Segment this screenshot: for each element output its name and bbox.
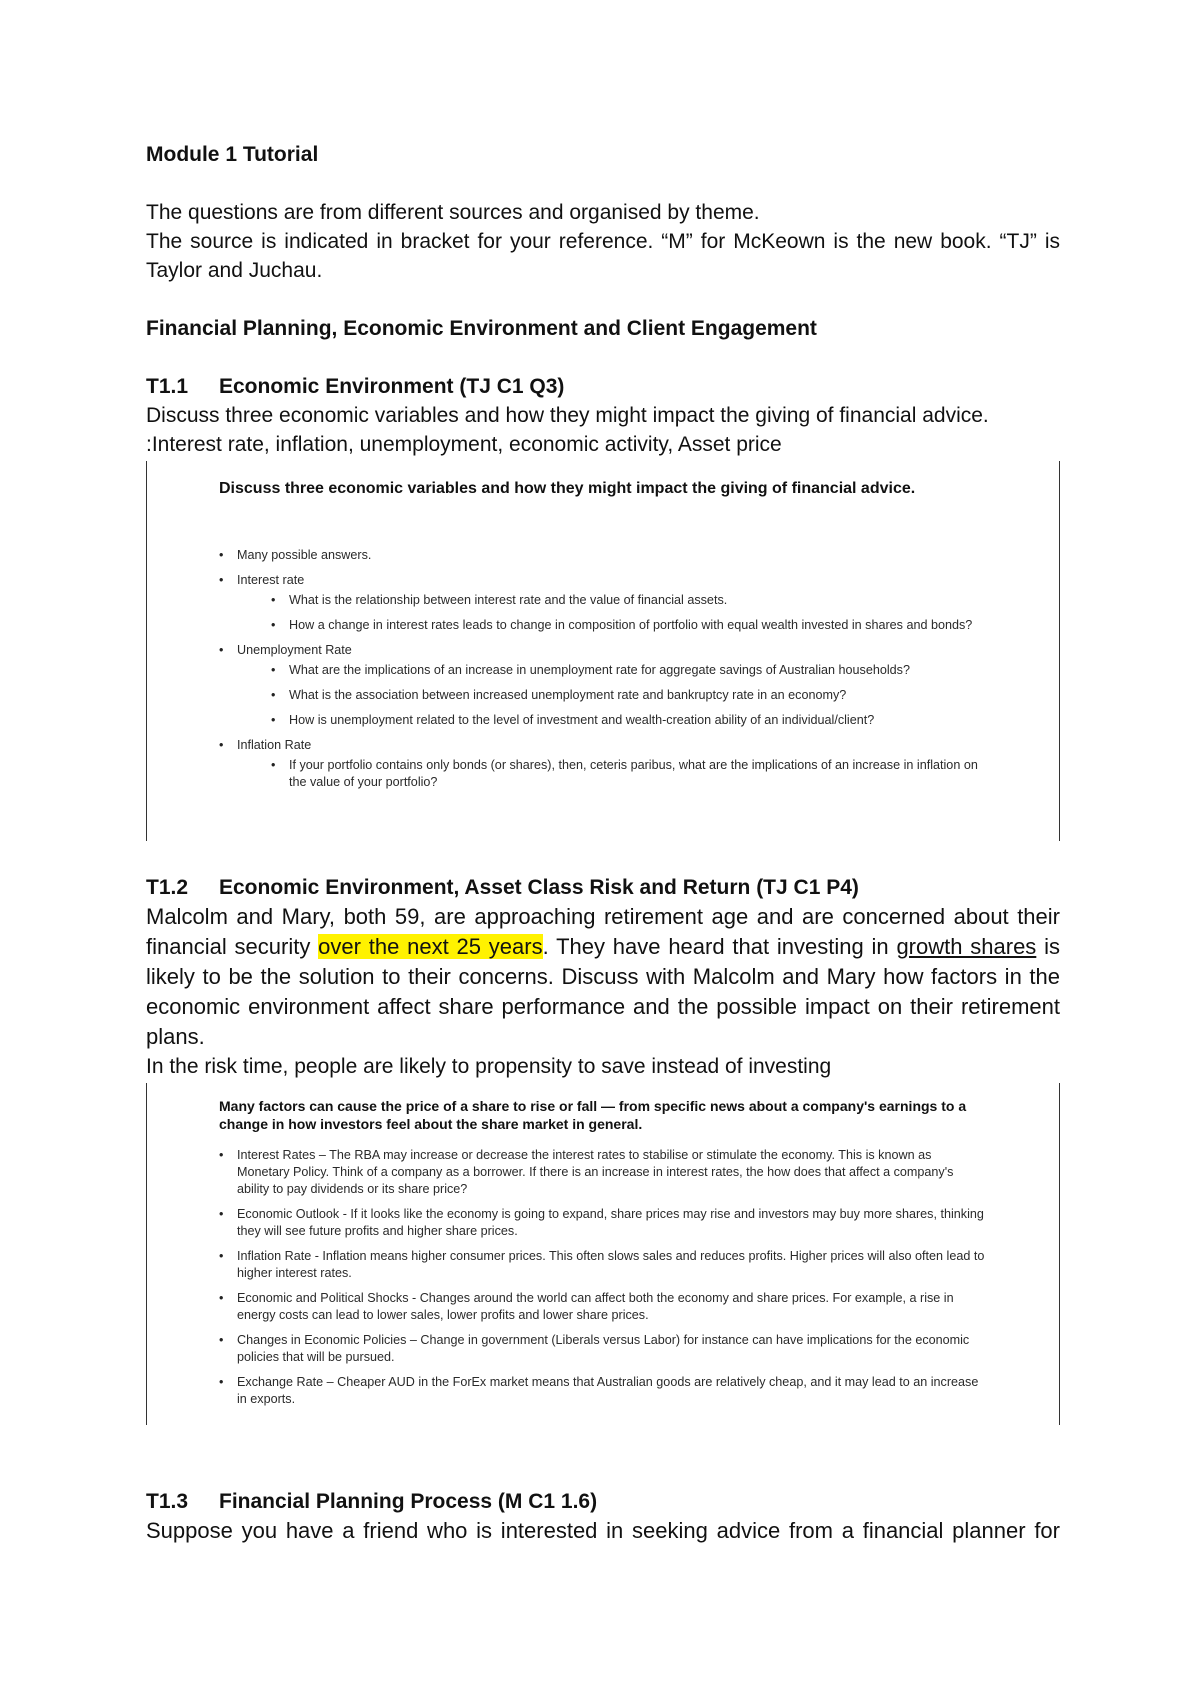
list-item: • Many possible answers.: [219, 547, 987, 564]
question-text: Suppose you have a friend who is interested in seeking advice from a financial planner for: [146, 1518, 1060, 1543]
list-item: • Economic Outlook - If it looks like the economy is going to expand, share prices may rise and investors may buy more shares, thinking they will see future profits and higher share prices.: [219, 1206, 987, 1240]
list-item: • Inflation Rate • If your portfolio contains only bonds (or shares), then, ceteris paribus, what are the implications of an increase in inflation on the value of your portfolio?: [219, 737, 987, 791]
document-page: [146, 140, 1060, 1546]
list-item: • Changes in Economic Policies – Change in government (Liberals versus Labor) for instance can have implications for the economic policies that will be pursued.: [219, 1332, 987, 1366]
figure-title: Many factors can cause the price of a share to rise or fall — from specific news about a company's earnings to a change in how investors feel about the share market in general.: [219, 1098, 967, 1132]
question-heading-t1-3: [146, 1487, 1060, 1516]
list-item: • Interest Rates – The RBA may increase or decrease the interest rates to stabilise or stimulate the economy. This is known as Monetary Policy. Think of a company as a borrower. If there is an increase in interest rates, the how does that affect a company's ability to pay dividends or its share price?: [219, 1147, 987, 1198]
figure-title: Discuss three economic variables and how they might impact the giving of financial advice.: [219, 480, 916, 497]
list-item: • Inflation Rate - Inflation means higher consumer prices. This often slows sales and reduces profits. Higher prices will also often lead to higher interest rates.: [219, 1248, 987, 1282]
sub-list-item: • What is the relationship between interest rate and the value of financial assets.: [271, 592, 987, 609]
question-text: Discuss three economic variables and how they might impact the giving of financial advice.: [146, 404, 989, 427]
document-title: Module 1 Tutorial: [146, 143, 319, 166]
answer-figure-2: [146, 1083, 1060, 1425]
list-item: • Unemployment Rate • What are the implications of an increase in unemployment rate for aggregate savings of Australian households? • What is the association between increased unemployment rate and bankruptcy rate in an economy? • How is unemployment related to the level of investment and wealth-creation ability of an individual/client?: [219, 642, 987, 729]
figure-list: [219, 1147, 987, 1408]
sub-list-item: • How a change in interest rates leads to change in composition of portfolio with equal wealth invested in shares and bonds?: [271, 617, 987, 634]
list-item: • Interest rate • What is the relationship between interest rate and the value of financial assets. • How a change in interest rates leads to change in composition of portfolio with equal wealth invested in shares and bonds?: [219, 572, 987, 634]
question-title: Economic Environment, Asset Class Risk and Return (TJ C1 P4): [219, 876, 859, 899]
answer-note: In the risk time, people are likely to propensity to save instead of investing: [146, 1055, 832, 1078]
question-heading-t1-2: [146, 873, 1060, 902]
question-text: Malcolm and Mary, both 59, are approaching retirement age and are concerned about their financial security over the next 25 years. They have heard that investing in growth shares is likely to be the solution to their concerns. Discuss with Malcolm and Mary how factors in the economic environment affect share performance and the possible impact on their retirement plans.: [146, 904, 1061, 1049]
list-item: • Exchange Rate – Cheaper AUD in the ForEx market means that Australian goods are relatively cheap, and it may lead to an increase in exports.: [219, 1374, 987, 1408]
answer-note: :Interest rate, inflation, unemployment, economic activity, Asset price: [146, 433, 782, 456]
intro-line-2: The source is indicated in bracket for your reference. “M” for McKeown is the new book. “TJ” is Taylor and Juchau.: [146, 230, 1060, 282]
question-title: Financial Planning Process (M C1 1.6): [219, 1490, 598, 1513]
underlined-text: growth shares: [896, 934, 1037, 959]
answer-figure-1: [146, 461, 1060, 841]
intro-line-1: The questions are from different sources and organised by theme.: [146, 201, 760, 224]
question-number: T1.1: [146, 375, 189, 398]
question-title: Economic Environment (TJ C1 Q3): [219, 375, 565, 398]
question-heading-t1-1: [146, 372, 1060, 401]
figure-list: [219, 547, 987, 791]
question-number: T1.2: [146, 876, 189, 899]
sub-list-item: • What is the association between increased unemployment rate and bankruptcy rate in an economy?: [271, 687, 987, 704]
sub-list-item: • If your portfolio contains only bonds (or shares), then, ceteris paribus, what are the implications of an increase in inflation on the value of your portfolio?: [271, 757, 987, 791]
list-item: • Economic and Political Shocks - Changes around the world can affect both the economy and share prices. For example, a rise in energy costs can lead to lower sales, lower profits and lower share prices.: [219, 1290, 987, 1324]
question-number: T1.3: [146, 1490, 189, 1513]
highlighted-text: over the next 25 years: [318, 934, 543, 959]
section-heading: Financial Planning, Economic Environment and Client Engagement: [146, 317, 817, 340]
sub-list-item: • What are the implications of an increase in unemployment rate for aggregate savings of Australian households?: [271, 662, 987, 679]
sub-list-item: • How is unemployment related to the level of investment and wealth-creation ability of an individual/client?: [271, 712, 987, 729]
